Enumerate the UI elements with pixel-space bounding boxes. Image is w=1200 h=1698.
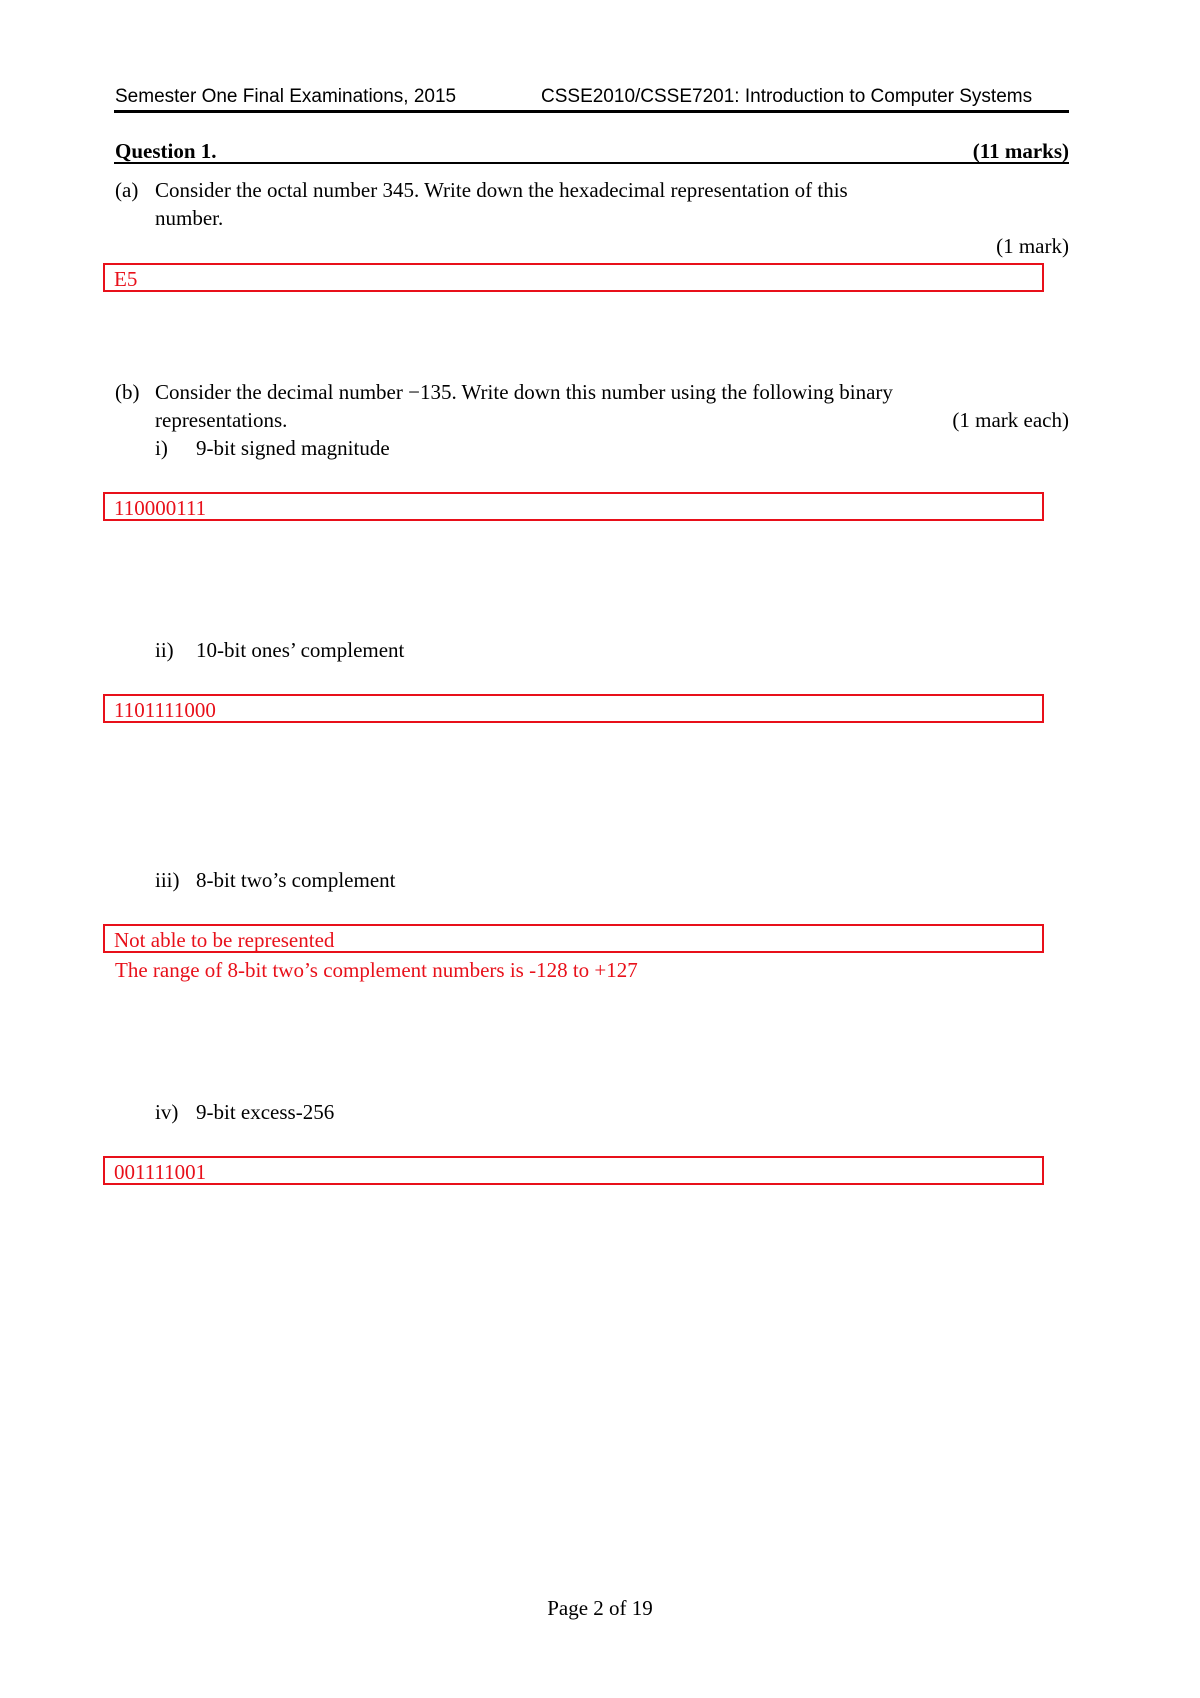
header-divider — [114, 110, 1069, 113]
answer-box-b-i[interactable] — [103, 492, 1044, 521]
page-number: Page 2 of 19 — [547, 1596, 653, 1620]
question-marks: (11 marks) — [972, 139, 1069, 163]
part-a-marks: (1 mark) — [996, 234, 1069, 258]
subpart-ii-label: ii) — [155, 638, 174, 662]
header-course-title: CSSE2010/CSSE7201: Introduction to Computer Systems — [541, 86, 1033, 107]
subpart-iv-text: 9-bit excess-256 — [196, 1100, 335, 1124]
subpart-i-text: 9-bit signed magnitude — [196, 436, 390, 460]
part-b-label: (b) — [115, 380, 140, 404]
part-a-text-line2: number. — [155, 206, 224, 230]
answer-box-b-iv[interactable] — [103, 1156, 1044, 1185]
part-b-text-line1: Consider the decimal number −135. Write down this number using the following binary — [155, 380, 893, 404]
answer-b-i-text: 110000111 — [114, 496, 207, 520]
subpart-iii-label: iii) — [155, 868, 180, 892]
part-b-marks: (1 mark each) — [952, 408, 1069, 432]
part-a-label: (a) — [115, 178, 139, 202]
answer-box-b-ii[interactable] — [103, 694, 1044, 723]
answer-box-a[interactable] — [103, 263, 1044, 292]
answer-b-iii-text: Not able to be represented — [114, 928, 335, 952]
subpart-i-label: i) — [155, 436, 168, 460]
part-b-text-line2: representations. — [155, 408, 288, 432]
answer-b-ii-text: 1101111000 — [114, 698, 216, 722]
subpart-iii-text: 8-bit two’s complement — [196, 868, 396, 892]
subpart-iv-label: iv) — [155, 1100, 179, 1124]
part-a-text-line1: Consider the octal number 345. Write down the hexadecimal representation of this — [155, 178, 848, 202]
subpart-ii-text: 10-bit ones’ complement — [196, 638, 405, 662]
answer-box-b-iii[interactable] — [103, 924, 1044, 953]
answer-a-text: E5 — [114, 267, 138, 291]
answer-b-iii-note: The range of 8-bit two’s complement numbers is -128 to +127 — [115, 958, 638, 982]
question-title: Question 1. — [115, 139, 217, 163]
question-underline — [114, 162, 1069, 164]
header-exam-title: Semester One Final Examinations, 2015 — [115, 86, 457, 107]
answer-b-iv-text: 001111001 — [114, 1160, 207, 1184]
